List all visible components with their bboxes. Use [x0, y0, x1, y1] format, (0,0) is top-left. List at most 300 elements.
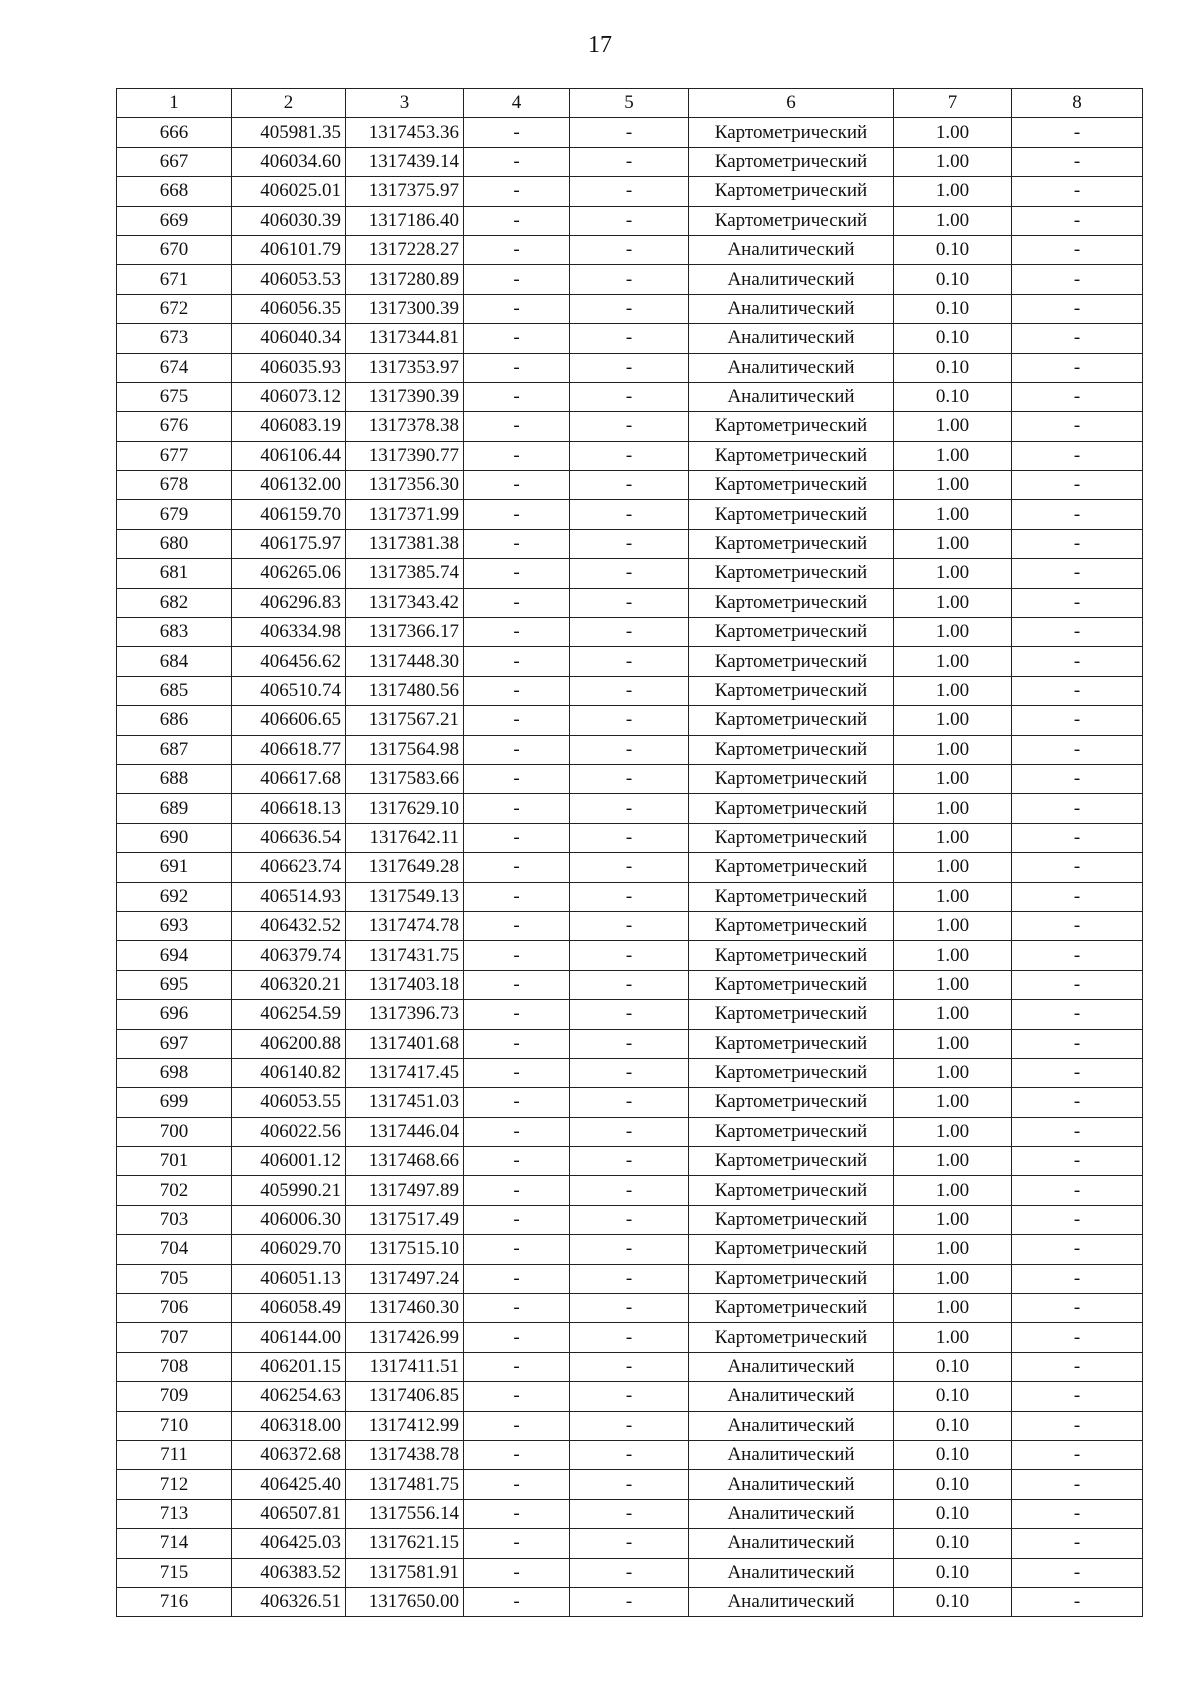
cell-point-number: 685 — [117, 676, 232, 705]
cell-col4-value: - — [464, 265, 570, 294]
cell-x-coordinate: 406051.13 — [232, 1264, 346, 1293]
cell-y-coordinate: 1317621.15 — [346, 1529, 464, 1558]
cell-accuracy: 1.00 — [894, 676, 1012, 705]
cell-col5-value: - — [570, 353, 689, 382]
cell-method: Картометрический — [689, 1000, 894, 1029]
cell-col5-value: - — [570, 764, 689, 793]
cell-col8-value: - — [1012, 1000, 1143, 1029]
cell-col8-value: - — [1012, 1147, 1143, 1176]
table-row — [117, 235, 1143, 264]
cell-col4-value: - — [464, 1529, 570, 1558]
cell-method: Картометрический — [689, 118, 894, 147]
cell-col8-value: - — [1012, 1411, 1143, 1440]
cell-x-coordinate: 406507.81 — [232, 1499, 346, 1528]
cell-col8-value: - — [1012, 882, 1143, 911]
table-row — [117, 1352, 1143, 1381]
cell-y-coordinate: 1317650.00 — [346, 1587, 464, 1616]
cell-method: Картометрический — [689, 559, 894, 588]
cell-method: Картометрический — [689, 647, 894, 676]
column-header-3: 3 — [346, 89, 464, 118]
cell-point-number: 700 — [117, 1117, 232, 1146]
cell-col4-value: - — [464, 529, 570, 558]
cell-method: Картометрический — [689, 412, 894, 441]
table-row — [117, 559, 1143, 588]
cell-col4-value: - — [464, 911, 570, 940]
cell-y-coordinate: 1317431.75 — [346, 941, 464, 970]
cell-point-number: 713 — [117, 1499, 232, 1528]
cell-x-coordinate: 406514.93 — [232, 882, 346, 911]
cell-accuracy: 1.00 — [894, 853, 1012, 882]
cell-point-number: 710 — [117, 1411, 232, 1440]
cell-accuracy: 1.00 — [894, 441, 1012, 470]
cell-x-coordinate: 406510.74 — [232, 676, 346, 705]
cell-col8-value: - — [1012, 1235, 1143, 1264]
cell-method: Картометрический — [689, 941, 894, 970]
cell-col8-value: - — [1012, 294, 1143, 323]
cell-col8-value: - — [1012, 382, 1143, 411]
cell-col8-value: - — [1012, 823, 1143, 852]
cell-col8-value: - — [1012, 1029, 1143, 1058]
cell-col4-value: - — [464, 1587, 570, 1616]
table-header-row — [117, 89, 1143, 118]
cell-accuracy: 1.00 — [894, 177, 1012, 206]
cell-y-coordinate: 1317480.56 — [346, 676, 464, 705]
cell-x-coordinate: 406006.30 — [232, 1205, 346, 1234]
cell-col4-value: - — [464, 382, 570, 411]
cell-x-coordinate: 406425.40 — [232, 1470, 346, 1499]
table-row — [117, 588, 1143, 617]
cell-method: Картометрический — [689, 735, 894, 764]
cell-y-coordinate: 1317381.38 — [346, 529, 464, 558]
cell-point-number: 706 — [117, 1294, 232, 1323]
cell-point-number: 705 — [117, 1264, 232, 1293]
cell-col4-value: - — [464, 1176, 570, 1205]
cell-col5-value: - — [570, 382, 689, 411]
cell-y-coordinate: 1317385.74 — [346, 559, 464, 588]
cell-method: Картометрический — [689, 177, 894, 206]
cell-accuracy: 0.10 — [894, 1470, 1012, 1499]
cell-y-coordinate: 1317344.81 — [346, 324, 464, 353]
cell-x-coordinate: 406296.83 — [232, 588, 346, 617]
cell-col4-value: - — [464, 794, 570, 823]
cell-col4-value: - — [464, 882, 570, 911]
cell-method: Картометрический — [689, 471, 894, 500]
cell-col8-value: - — [1012, 1323, 1143, 1352]
cell-point-number: 683 — [117, 618, 232, 647]
cell-accuracy: 0.10 — [894, 1587, 1012, 1616]
cell-col5-value: - — [570, 941, 689, 970]
cell-col4-value: - — [464, 1470, 570, 1499]
cell-method: Аналитический — [689, 1411, 894, 1440]
cell-method: Картометрический — [689, 1117, 894, 1146]
cell-col8-value: - — [1012, 471, 1143, 500]
cell-col8-value: - — [1012, 177, 1143, 206]
cell-x-coordinate: 406326.51 — [232, 1587, 346, 1616]
cell-point-number: 681 — [117, 559, 232, 588]
cell-col4-value: - — [464, 1088, 570, 1117]
cell-col8-value: - — [1012, 764, 1143, 793]
cell-accuracy: 1.00 — [894, 823, 1012, 852]
cell-col4-value: - — [464, 500, 570, 529]
cell-method: Картометрический — [689, 1235, 894, 1264]
table-row — [117, 441, 1143, 470]
cell-y-coordinate: 1317642.11 — [346, 823, 464, 852]
cell-col8-value: - — [1012, 118, 1143, 147]
cell-y-coordinate: 1317564.98 — [346, 735, 464, 764]
column-header-7: 7 — [894, 89, 1012, 118]
cell-col5-value: - — [570, 1147, 689, 1176]
cell-y-coordinate: 1317448.30 — [346, 647, 464, 676]
cell-accuracy: 1.00 — [894, 911, 1012, 940]
cell-col5-value: - — [570, 618, 689, 647]
cell-col4-value: - — [464, 1440, 570, 1469]
cell-col5-value: - — [570, 911, 689, 940]
cell-y-coordinate: 1317629.10 — [346, 794, 464, 823]
cell-accuracy: 0.10 — [894, 1499, 1012, 1528]
cell-col4-value: - — [464, 353, 570, 382]
cell-col8-value: - — [1012, 970, 1143, 999]
cell-col8-value: - — [1012, 559, 1143, 588]
cell-y-coordinate: 1317186.40 — [346, 206, 464, 235]
cell-y-coordinate: 1317515.10 — [346, 1235, 464, 1264]
cell-x-coordinate: 406034.60 — [232, 147, 346, 176]
cell-point-number: 671 — [117, 265, 232, 294]
cell-col5-value: - — [570, 647, 689, 676]
cell-method: Картометрический — [689, 706, 894, 735]
table-row — [117, 206, 1143, 235]
cell-x-coordinate: 406618.13 — [232, 794, 346, 823]
cell-x-coordinate: 406053.55 — [232, 1088, 346, 1117]
cell-accuracy: 1.00 — [894, 412, 1012, 441]
cell-method: Аналитический — [689, 1587, 894, 1616]
cell-y-coordinate: 1317453.36 — [346, 118, 464, 147]
cell-x-coordinate: 406254.59 — [232, 1000, 346, 1029]
page-number: 17 — [588, 32, 612, 58]
cell-accuracy: 0.10 — [894, 1529, 1012, 1558]
cell-accuracy: 1.00 — [894, 1264, 1012, 1293]
cell-col8-value: - — [1012, 1440, 1143, 1469]
cell-y-coordinate: 1317401.68 — [346, 1029, 464, 1058]
table-row — [117, 794, 1143, 823]
cell-method: Картометрический — [689, 618, 894, 647]
cell-method: Картометрический — [689, 1058, 894, 1087]
cell-col5-value: - — [570, 1088, 689, 1117]
cell-accuracy: 1.00 — [894, 1235, 1012, 1264]
cell-accuracy: 1.00 — [894, 1058, 1012, 1087]
cell-col4-value: - — [464, 147, 570, 176]
cell-col4-value: - — [464, 1000, 570, 1029]
table-row — [117, 265, 1143, 294]
cell-y-coordinate: 1317403.18 — [346, 970, 464, 999]
cell-col5-value: - — [570, 324, 689, 353]
cell-col8-value: - — [1012, 1382, 1143, 1411]
cell-col4-value: - — [464, 823, 570, 852]
cell-point-number: 707 — [117, 1323, 232, 1352]
table-row — [117, 353, 1143, 382]
cell-col5-value: - — [570, 1470, 689, 1499]
cell-col5-value: - — [570, 1440, 689, 1469]
cell-method: Картометрический — [689, 1147, 894, 1176]
cell-col4-value: - — [464, 941, 570, 970]
table-row — [117, 382, 1143, 411]
cell-x-coordinate: 406132.00 — [232, 471, 346, 500]
cell-y-coordinate: 1317438.78 — [346, 1440, 464, 1469]
cell-point-number: 693 — [117, 911, 232, 940]
cell-col8-value: - — [1012, 235, 1143, 264]
table-row — [117, 1411, 1143, 1440]
cell-x-coordinate: 406083.19 — [232, 412, 346, 441]
cell-col4-value: - — [464, 970, 570, 999]
cell-accuracy: 0.10 — [894, 265, 1012, 294]
cell-col5-value: - — [570, 1587, 689, 1616]
cell-col8-value: - — [1012, 1294, 1143, 1323]
cell-col5-value: - — [570, 676, 689, 705]
table-row — [117, 1587, 1143, 1616]
cell-col5-value: - — [570, 588, 689, 617]
table-row — [117, 1499, 1143, 1528]
cell-point-number: 668 — [117, 177, 232, 206]
cell-col8-value: - — [1012, 1587, 1143, 1616]
cell-x-coordinate: 406101.79 — [232, 235, 346, 264]
table-row — [117, 706, 1143, 735]
cell-accuracy: 1.00 — [894, 529, 1012, 558]
cell-col4-value: - — [464, 764, 570, 793]
cell-y-coordinate: 1317353.97 — [346, 353, 464, 382]
table-row — [117, 911, 1143, 940]
cell-accuracy: 1.00 — [894, 794, 1012, 823]
cell-method: Аналитический — [689, 1382, 894, 1411]
cell-x-coordinate: 406035.93 — [232, 353, 346, 382]
cell-y-coordinate: 1317390.39 — [346, 382, 464, 411]
cell-accuracy: 1.00 — [894, 1117, 1012, 1146]
table-row — [117, 1088, 1143, 1117]
cell-col5-value: - — [570, 735, 689, 764]
cell-point-number: 716 — [117, 1587, 232, 1616]
cell-point-number: 689 — [117, 794, 232, 823]
coordinates-table — [116, 88, 1143, 1617]
cell-col4-value: - — [464, 588, 570, 617]
cell-accuracy: 1.00 — [894, 618, 1012, 647]
cell-method: Картометрический — [689, 1029, 894, 1058]
cell-col8-value: - — [1012, 911, 1143, 940]
cell-col4-value: - — [464, 676, 570, 705]
cell-col4-value: - — [464, 1411, 570, 1440]
cell-y-coordinate: 1317378.38 — [346, 412, 464, 441]
cell-col5-value: - — [570, 1029, 689, 1058]
cell-accuracy: 1.00 — [894, 882, 1012, 911]
cell-col4-value: - — [464, 1558, 570, 1587]
cell-y-coordinate: 1317375.97 — [346, 177, 464, 206]
cell-method: Аналитический — [689, 353, 894, 382]
cell-col8-value: - — [1012, 324, 1143, 353]
table-row — [117, 1294, 1143, 1323]
table-row — [117, 1235, 1143, 1264]
cell-y-coordinate: 1317300.39 — [346, 294, 464, 323]
column-header-6: 6 — [689, 89, 894, 118]
cell-y-coordinate: 1317481.75 — [346, 1470, 464, 1499]
cell-col8-value: - — [1012, 1470, 1143, 1499]
table-row — [117, 1440, 1143, 1469]
cell-col4-value: - — [464, 618, 570, 647]
column-header-4: 4 — [464, 89, 570, 118]
cell-col8-value: - — [1012, 441, 1143, 470]
cell-point-number: 697 — [117, 1029, 232, 1058]
cell-y-coordinate: 1317549.13 — [346, 882, 464, 911]
cell-col4-value: - — [464, 706, 570, 735]
cell-col8-value: - — [1012, 676, 1143, 705]
cell-col5-value: - — [570, 206, 689, 235]
table-row — [117, 676, 1143, 705]
cell-col8-value: - — [1012, 1088, 1143, 1117]
table-row — [117, 1264, 1143, 1293]
cell-x-coordinate: 405981.35 — [232, 118, 346, 147]
table-row — [117, 1323, 1143, 1352]
cell-col8-value: - — [1012, 529, 1143, 558]
cell-y-coordinate: 1317517.49 — [346, 1205, 464, 1234]
cell-accuracy: 1.00 — [894, 941, 1012, 970]
cell-col4-value: - — [464, 1352, 570, 1381]
cell-y-coordinate: 1317581.91 — [346, 1558, 464, 1587]
cell-col8-value: - — [1012, 588, 1143, 617]
cell-method: Картометрический — [689, 676, 894, 705]
cell-col5-value: - — [570, 1323, 689, 1352]
cell-x-coordinate: 406053.53 — [232, 265, 346, 294]
cell-x-coordinate: 406425.03 — [232, 1529, 346, 1558]
cell-accuracy: 1.00 — [894, 206, 1012, 235]
cell-x-coordinate: 406383.52 — [232, 1558, 346, 1587]
cell-method: Картометрический — [689, 1205, 894, 1234]
cell-y-coordinate: 1317366.17 — [346, 618, 464, 647]
cell-col8-value: - — [1012, 853, 1143, 882]
cell-accuracy: 1.00 — [894, 147, 1012, 176]
table-row — [117, 177, 1143, 206]
table-row — [117, 823, 1143, 852]
cell-col8-value: - — [1012, 1264, 1143, 1293]
cell-method: Картометрический — [689, 853, 894, 882]
cell-point-number: 688 — [117, 764, 232, 793]
cell-col8-value: - — [1012, 1352, 1143, 1381]
cell-method: Аналитический — [689, 324, 894, 353]
table-row — [117, 324, 1143, 353]
cell-method: Аналитический — [689, 294, 894, 323]
cell-point-number: 696 — [117, 1000, 232, 1029]
cell-col4-value: - — [464, 1499, 570, 1528]
cell-col4-value: - — [464, 471, 570, 500]
cell-y-coordinate: 1317556.14 — [346, 1499, 464, 1528]
cell-y-coordinate: 1317356.30 — [346, 471, 464, 500]
cell-method: Аналитический — [689, 1352, 894, 1381]
cell-y-coordinate: 1317343.42 — [346, 588, 464, 617]
cell-x-coordinate: 406029.70 — [232, 1235, 346, 1264]
table-row — [117, 147, 1143, 176]
cell-x-coordinate: 406073.12 — [232, 382, 346, 411]
cell-col5-value: - — [570, 706, 689, 735]
cell-col4-value: - — [464, 1294, 570, 1323]
cell-col5-value: - — [570, 970, 689, 999]
table-body — [117, 118, 1143, 1617]
cell-method: Картометрический — [689, 588, 894, 617]
cell-y-coordinate: 1317460.30 — [346, 1294, 464, 1323]
cell-col5-value: - — [570, 412, 689, 441]
cell-col4-value: - — [464, 412, 570, 441]
cell-accuracy: 1.00 — [894, 118, 1012, 147]
cell-x-coordinate: 406372.68 — [232, 1440, 346, 1469]
cell-method: Аналитический — [689, 1529, 894, 1558]
cell-x-coordinate: 406456.62 — [232, 647, 346, 676]
cell-point-number: 679 — [117, 500, 232, 529]
cell-x-coordinate: 406040.34 — [232, 324, 346, 353]
cell-col5-value: - — [570, 529, 689, 558]
table-row — [117, 1529, 1143, 1558]
cell-point-number: 714 — [117, 1529, 232, 1558]
cell-accuracy: 1.00 — [894, 1176, 1012, 1205]
cell-col8-value: - — [1012, 265, 1143, 294]
cell-accuracy: 0.10 — [894, 1382, 1012, 1411]
cell-col8-value: - — [1012, 500, 1143, 529]
cell-point-number: 695 — [117, 970, 232, 999]
cell-col5-value: - — [570, 1235, 689, 1264]
cell-col4-value: - — [464, 324, 570, 353]
table-row — [117, 882, 1143, 911]
cell-accuracy: 0.10 — [894, 235, 1012, 264]
cell-x-coordinate: 406320.21 — [232, 970, 346, 999]
cell-y-coordinate: 1317412.99 — [346, 1411, 464, 1440]
cell-point-number: 709 — [117, 1382, 232, 1411]
cell-accuracy: 1.00 — [894, 1323, 1012, 1352]
cell-x-coordinate: 406318.00 — [232, 1411, 346, 1440]
table-row — [117, 1205, 1143, 1234]
table-row — [117, 1147, 1143, 1176]
cell-x-coordinate: 406144.00 — [232, 1323, 346, 1352]
cell-method: Картометрический — [689, 794, 894, 823]
cell-y-coordinate: 1317474.78 — [346, 911, 464, 940]
cell-col4-value: - — [464, 647, 570, 676]
cell-col5-value: - — [570, 1382, 689, 1411]
cell-method: Картометрический — [689, 823, 894, 852]
cell-accuracy: 0.10 — [894, 1411, 1012, 1440]
cell-accuracy: 0.10 — [894, 294, 1012, 323]
table-row — [117, 1382, 1143, 1411]
cell-accuracy: 1.00 — [894, 471, 1012, 500]
cell-method: Картометрический — [689, 882, 894, 911]
cell-col4-value: - — [464, 1029, 570, 1058]
cell-method: Картометрический — [689, 441, 894, 470]
cell-y-coordinate: 1317228.27 — [346, 235, 464, 264]
table-row — [117, 1000, 1143, 1029]
cell-col4-value: - — [464, 118, 570, 147]
table-row — [117, 529, 1143, 558]
cell-x-coordinate: 406617.68 — [232, 764, 346, 793]
cell-accuracy: 1.00 — [894, 1088, 1012, 1117]
cell-point-number: 701 — [117, 1147, 232, 1176]
cell-y-coordinate: 1317390.77 — [346, 441, 464, 470]
table-row — [117, 941, 1143, 970]
cell-point-number: 672 — [117, 294, 232, 323]
cell-accuracy: 1.00 — [894, 764, 1012, 793]
cell-point-number: 690 — [117, 823, 232, 852]
cell-point-number: 666 — [117, 118, 232, 147]
cell-col8-value: - — [1012, 706, 1143, 735]
cell-method: Аналитический — [689, 382, 894, 411]
cell-col4-value: - — [464, 1058, 570, 1087]
cell-col5-value: - — [570, 500, 689, 529]
cell-col5-value: - — [570, 294, 689, 323]
cell-y-coordinate: 1317567.21 — [346, 706, 464, 735]
table-row — [117, 764, 1143, 793]
cell-point-number: 712 — [117, 1470, 232, 1499]
table-row — [117, 647, 1143, 676]
cell-y-coordinate: 1317439.14 — [346, 147, 464, 176]
